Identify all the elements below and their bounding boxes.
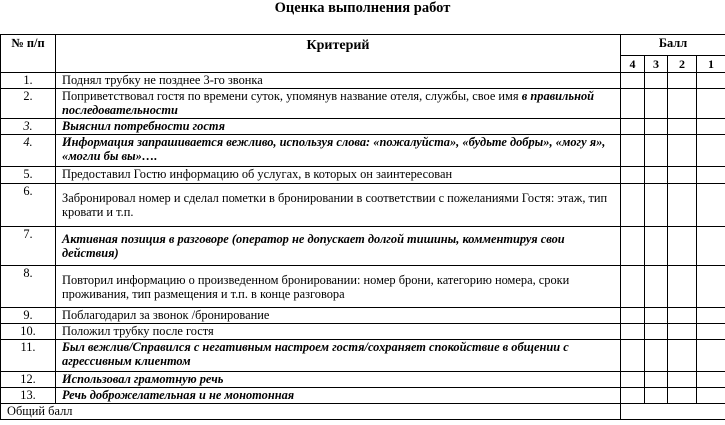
total-score-cell[interactable] bbox=[621, 404, 725, 420]
score-cell[interactable] bbox=[668, 340, 697, 372]
score-cell[interactable] bbox=[645, 167, 668, 184]
score-cell[interactable] bbox=[668, 372, 697, 388]
score-cell[interactable] bbox=[697, 89, 725, 119]
score-1-header: 1 bbox=[697, 56, 725, 73]
table-row bbox=[1, 308, 725, 324]
score-cell[interactable] bbox=[621, 184, 645, 227]
score-cell[interactable] bbox=[621, 340, 645, 372]
score-cell[interactable] bbox=[621, 266, 645, 308]
row-number: 10. bbox=[1, 324, 56, 340]
table-row bbox=[1, 266, 725, 308]
score-cell[interactable] bbox=[697, 388, 725, 404]
page-title: Оценка выполнения работ bbox=[274, 0, 451, 16]
criterion-text: Предоставил Гостю информацию об услугах, в которых он заинтересован bbox=[56, 167, 621, 184]
criterion-text: Речь доброжелательная и не монотонная bbox=[56, 388, 621, 404]
score-cell[interactable] bbox=[697, 372, 725, 388]
score-cell[interactable] bbox=[621, 372, 645, 388]
score-cell[interactable] bbox=[645, 184, 668, 227]
score-3-header: 3 bbox=[645, 56, 668, 73]
score-cell[interactable] bbox=[668, 324, 697, 340]
score-cell[interactable] bbox=[645, 324, 668, 340]
score-cell[interactable] bbox=[645, 266, 668, 308]
criterion-text: Был вежлив/Справился с негативным настроем гостя/сохраняет спокойствие в общении с агрессивным клиентом bbox=[56, 340, 621, 372]
score-cell[interactable] bbox=[645, 135, 668, 167]
score-cell[interactable] bbox=[645, 308, 668, 324]
score-cell[interactable] bbox=[668, 184, 697, 227]
table-row bbox=[1, 184, 725, 227]
criterion-text: Информация запрашивается вежливо, используя слова: «пожалуйста», «будьте добры», «могу я», «могли бы вы»…. bbox=[56, 135, 621, 167]
criterion-text bbox=[56, 89, 621, 119]
score-cell[interactable] bbox=[697, 119, 725, 135]
score-cell[interactable] bbox=[697, 308, 725, 324]
row-number: 7. bbox=[1, 227, 56, 266]
score-cell[interactable] bbox=[645, 227, 668, 266]
table-row bbox=[1, 89, 725, 119]
score-cell[interactable] bbox=[668, 119, 697, 135]
total-label: Общий балл bbox=[1, 404, 621, 420]
row-number: 5. bbox=[1, 167, 56, 184]
table-row bbox=[1, 73, 725, 89]
number-column-header: № п/п bbox=[1, 35, 56, 73]
criterion-text: Забронировал номер и сделал пометки в бронировании в соответствии с пожеланиями Гостя: этаж, тип кровати и т.п. bbox=[56, 184, 621, 227]
score-cell[interactable] bbox=[645, 89, 668, 119]
score-cell[interactable] bbox=[668, 73, 697, 89]
score-cell[interactable] bbox=[621, 308, 645, 324]
row-number: 9. bbox=[1, 308, 56, 324]
score-cell[interactable] bbox=[621, 135, 645, 167]
criterion-text: Поднял трубку не позднее 3-го звонка bbox=[56, 73, 621, 89]
score-cell[interactable] bbox=[697, 266, 725, 308]
score-cell[interactable] bbox=[621, 89, 645, 119]
score-cell[interactable] bbox=[645, 119, 668, 135]
score-cell[interactable] bbox=[697, 184, 725, 227]
score-2-header: 2 bbox=[668, 56, 697, 73]
score-cell[interactable] bbox=[621, 227, 645, 266]
score-4-header: 4 bbox=[621, 56, 645, 73]
score-cell[interactable] bbox=[621, 167, 645, 184]
criterion-column-header: Критерий bbox=[56, 35, 621, 73]
table-row bbox=[1, 167, 725, 184]
score-cell[interactable] bbox=[697, 73, 725, 89]
score-cell[interactable] bbox=[645, 340, 668, 372]
criterion-text: Положил трубку после гостя bbox=[56, 324, 621, 340]
criterion-text: Поблагодарил за звонок /бронирование bbox=[56, 308, 621, 324]
score-cell[interactable] bbox=[621, 388, 645, 404]
header-row bbox=[1, 35, 725, 56]
total-row bbox=[1, 404, 725, 420]
criterion-text: Активная позиция в разговоре (оператор не допускает долгой тишины, комментируя свои действия) bbox=[56, 227, 621, 266]
row-number: 6. bbox=[1, 184, 56, 227]
score-cell[interactable] bbox=[621, 73, 645, 89]
score-cell[interactable] bbox=[645, 372, 668, 388]
score-cell[interactable] bbox=[697, 167, 725, 184]
row-number: 11. bbox=[1, 340, 56, 372]
score-cell[interactable] bbox=[697, 340, 725, 372]
table-row bbox=[1, 340, 725, 372]
row-number: 13. bbox=[1, 388, 56, 404]
score-cell[interactable] bbox=[697, 135, 725, 167]
score-cell[interactable] bbox=[645, 388, 668, 404]
score-cell[interactable] bbox=[621, 324, 645, 340]
table-row bbox=[1, 135, 725, 167]
criterion-text: Выяснил потребности гостя bbox=[56, 119, 621, 135]
score-cell[interactable] bbox=[668, 388, 697, 404]
score-cell[interactable] bbox=[668, 89, 697, 119]
row-number: 12. bbox=[1, 372, 56, 388]
criterion-main: Поприветствовал гостя по времени суток, упомянув название отеля, службы, свое имя bbox=[62, 89, 519, 103]
table-row bbox=[1, 324, 725, 340]
criterion-text: Использовал грамотную речь bbox=[56, 372, 621, 388]
score-cell[interactable] bbox=[668, 135, 697, 167]
score-cell[interactable] bbox=[697, 324, 725, 340]
score-cell[interactable] bbox=[621, 119, 645, 135]
table-row bbox=[1, 119, 725, 135]
row-number: 4. bbox=[1, 135, 56, 167]
score-cell[interactable] bbox=[668, 227, 697, 266]
row-number: 8. bbox=[1, 266, 56, 308]
row-number: 2. bbox=[1, 89, 56, 119]
score-column-header: Балл bbox=[621, 35, 725, 56]
table-row bbox=[1, 227, 725, 266]
score-cell[interactable] bbox=[697, 227, 725, 266]
score-cell[interactable] bbox=[645, 73, 668, 89]
score-cell[interactable] bbox=[668, 266, 697, 308]
evaluation-table bbox=[0, 34, 725, 420]
score-cell[interactable] bbox=[668, 167, 697, 184]
row-number: 1. bbox=[1, 73, 56, 89]
row-number: 3. bbox=[1, 119, 56, 135]
table-row bbox=[1, 372, 725, 388]
score-cell[interactable] bbox=[668, 308, 697, 324]
criterion-emphasis: в правильной последовательности bbox=[62, 89, 595, 117]
criterion-text: Повторил информацию о произведенном бронировании: номер брони, категорию номера, сроки проживания, тип размещения и т.п. в конце разговора bbox=[56, 266, 621, 308]
table-row bbox=[1, 388, 725, 404]
